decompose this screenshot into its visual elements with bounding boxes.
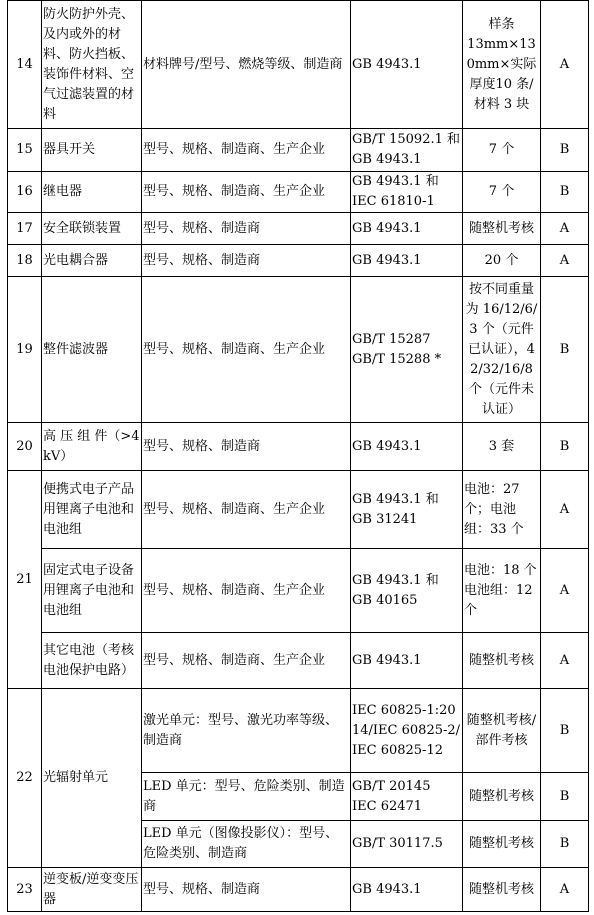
assessment-mode: A [541,549,589,633]
standard: GB 4943.1 [351,633,463,689]
part-spec: 型号、规格、制造商 [142,245,351,277]
table-row [8,423,589,471]
assessment-mode: B [541,689,589,773]
part-spec: LED 单元（图像投影仪）：型号、危险类别、制造商 [142,821,351,868]
row-number: 23 [8,868,42,912]
table-row [8,213,589,245]
part-spec: 型号、规格、制造商、生产企业 [142,172,351,213]
standard: GB 4943.1 [351,868,463,912]
row-number: 14 [8,1,42,129]
part-name: 其它电池（考核电池保护电路） [42,633,142,689]
standard: GB/T 30117.5 [351,821,463,868]
row-number: 15 [8,129,42,172]
table-row [8,277,589,423]
assessment-mode: A [541,633,589,689]
assessment-mode: A [541,1,589,129]
assessment-mode: B [541,821,589,868]
sample-quantity: 随整机考核 [463,868,541,912]
assessment-mode: B [541,129,589,172]
part-spec: 材料牌号/型号、燃烧等级、制造商 [142,1,351,129]
assessment-mode: A [541,868,589,912]
certification-parts-table [7,0,589,912]
assessment-mode: B [541,277,589,423]
sample-quantity: 随整机考核 [463,213,541,245]
table-row [8,129,589,172]
row-number: 20 [8,423,42,471]
sample-quantity: 20 个 [463,245,541,277]
part-name: 安全联锁装置 [42,213,142,245]
part-name: 便携式电子产品用锂离子电池和电池组 [42,471,142,549]
part-name: 继电器 [42,172,142,213]
part-spec: 型号、规格、制造商、生产企业 [142,129,351,172]
row-number: 17 [8,213,42,245]
standard: GB/T 15287 GB/T 15288 * [351,277,463,423]
sample-quantity: 样条 13mm×130mm×实际厚度10 条/材料 3 块 [463,1,541,129]
assessment-mode: B [541,172,589,213]
sample-quantity: 电池：18 个电池组：12 个 [463,549,541,633]
row-number: 22 [8,689,42,868]
table-row [8,689,589,773]
part-spec: 激光单元：型号、激光功率等级、制造商 [142,689,351,773]
sample-quantity: 随整机考核 [463,633,541,689]
part-name: 器具开关 [42,129,142,172]
part-name: 光辐射单元 [42,689,142,868]
sample-quantity: 3 套 [463,423,541,471]
standard: GB 4943.1 和 IEC 61810-1 [351,172,463,213]
part-name: 整件滤波器 [42,277,142,423]
row-number: 21 [8,471,42,689]
row-number: 19 [8,277,42,423]
table-row [8,549,589,633]
standard: GB 4943.1 和 GB 31241 [351,471,463,549]
sample-quantity: 随整机考核 [463,773,541,821]
row-number: 16 [8,172,42,213]
row-number: 18 [8,245,42,277]
table-row [8,471,589,549]
part-spec: 型号、规格、制造商、生产企业 [142,471,351,549]
sample-quantity: 电池：27 个；电池组：33 个 [463,471,541,549]
standard: IEC 60825-1:2014/IEC 60825-2/IEC 60825-12 [351,689,463,773]
table-row [8,1,589,129]
table-row [8,868,589,912]
standard: GB/T 20145 IEC 62471 [351,773,463,821]
assessment-mode: A [541,213,589,245]
part-name: 逆变板/逆变变压器 [42,868,142,912]
standard: GB 4943.1 [351,245,463,277]
part-name: 高 压 组 件（>4kV） [42,423,142,471]
part-spec: 型号、规格、制造商、生产企业 [142,277,351,423]
standard: GB 4943.1 和 GB 40165 [351,549,463,633]
sample-quantity: 随整机考核 [463,821,541,868]
part-spec: 型号、规格、制造商、生产企业 [142,633,351,689]
assessment-mode: B [541,423,589,471]
table-row [8,633,589,689]
part-name: 防火防护外壳、及内或外的材料、防火挡板、装饰件材料、空气过滤装置的材料 [42,1,142,129]
assessment-mode: A [541,471,589,549]
part-spec: 型号、规格、制造商 [142,868,351,912]
sample-quantity: 7 个 [463,129,541,172]
standard: GB 4943.1 [351,1,463,129]
assessment-mode: A [541,245,589,277]
standard: GB 4943.1 [351,213,463,245]
table-row [8,245,589,277]
standard: GB/T 15092.1 和 GB 4943.1 [351,129,463,172]
assessment-mode: B [541,773,589,821]
part-spec: LED 单元：型号、危险类别、制造商 [142,773,351,821]
standard: GB 4943.1 [351,423,463,471]
part-name: 光电耦合器 [42,245,142,277]
part-spec: 型号、规格、制造商 [142,213,351,245]
sample-quantity: 按不同重量为 16/12/6/3 个（元件已认证），42/32/16/8 个（元件未认证） [463,277,541,423]
table-row [8,172,589,213]
part-spec: 型号、规格、制造商 [142,423,351,471]
part-spec: 型号、规格、制造商、生产企业 [142,549,351,633]
part-name: 固定式电子设备用锂离子电池和电池组 [42,549,142,633]
sample-quantity: 随整机考核/部件考核 [463,689,541,773]
sample-quantity: 7 个 [463,172,541,213]
